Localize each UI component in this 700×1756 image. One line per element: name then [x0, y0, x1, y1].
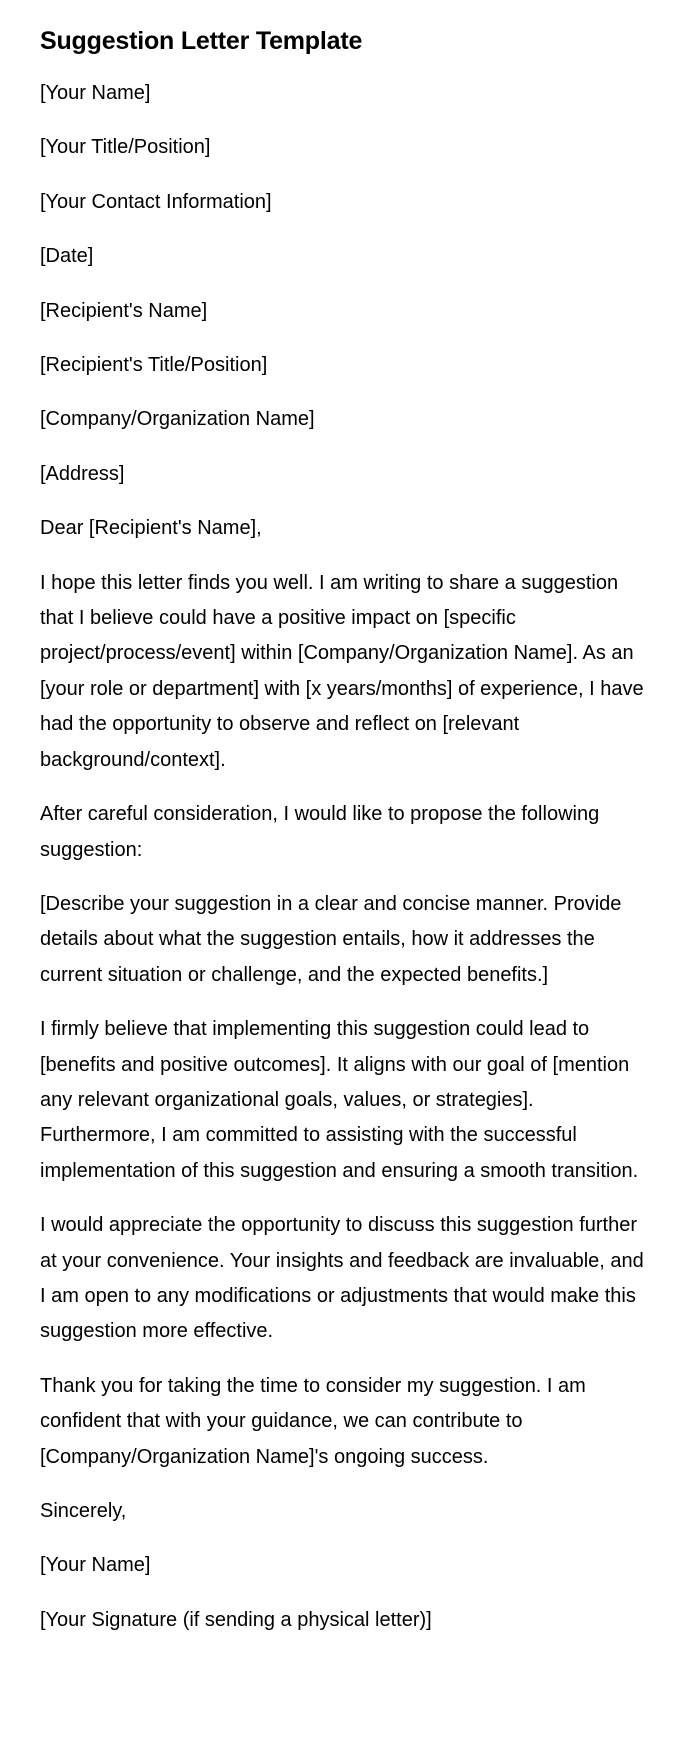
body-paragraph: I would appreciate the opportunity to discuss this suggestion further at your convenience. Your insights and feedback are invaluable, and I am open to any modifications or adjustments that would make this suggestion more effective. — [40, 1214, 644, 1343]
salutation: Dear [Recipient's Name], — [40, 517, 262, 540]
closing: Sincerely, — [40, 1500, 127, 1522]
recipient-company: [Company/Organization Name] — [40, 408, 315, 431]
body-paragraph: I hope this letter finds you well. I am writing to share a suggestion that I believe could have a positive impact on [specific project/process/event] within [Company/Organization Name]. As an [your role or department] with [x years/months] of experience, I have had the opportunity to observe and reflect on [relevant background/context]. — [40, 571, 644, 771]
body-paragraph: [Describe your suggestion in a clear and concise manner. Provide details about what the suggestion entails, how it addresses the current situation or challenge, and the expected benefits.] — [40, 892, 622, 986]
signature-name: [Your Name] — [40, 1554, 151, 1577]
body-paragraph: Thank you for taking the time to consider my suggestion. I am confident that with your guidance, we can contribute to [Company/Organization Name]'s ongoing success. — [40, 1374, 586, 1468]
recipient-name: [Recipient's Name] — [40, 299, 208, 322]
page-title: Suggestion Letter Template — [40, 27, 363, 55]
sender-name: [Your Name] — [40, 82, 151, 104]
recipient-address: [Address] — [40, 462, 125, 485]
letter-date: [Date] — [40, 245, 94, 268]
sender-title: [Your Title/Position] — [40, 136, 211, 159]
body-paragraph: I firmly believe that implementing this suggestion could lead to [benefits and positive outcomes]. It aligns with our goal of [mention any relevant organizational goals, values, or strategies]. Furthermore, I am committed to assisting with the successful implementation of this suggestion and ensuring a smooth transition. — [40, 1018, 639, 1182]
recipient-title: [Recipient's Title/Position] — [40, 354, 268, 377]
sender-contact: [Your Contact Information] — [40, 190, 272, 213]
body-paragraph: After careful consideration, I would like to propose the following suggestion: — [40, 803, 600, 861]
signature-note: [Your Signature (if sending a physical letter)] — [40, 1608, 432, 1631]
